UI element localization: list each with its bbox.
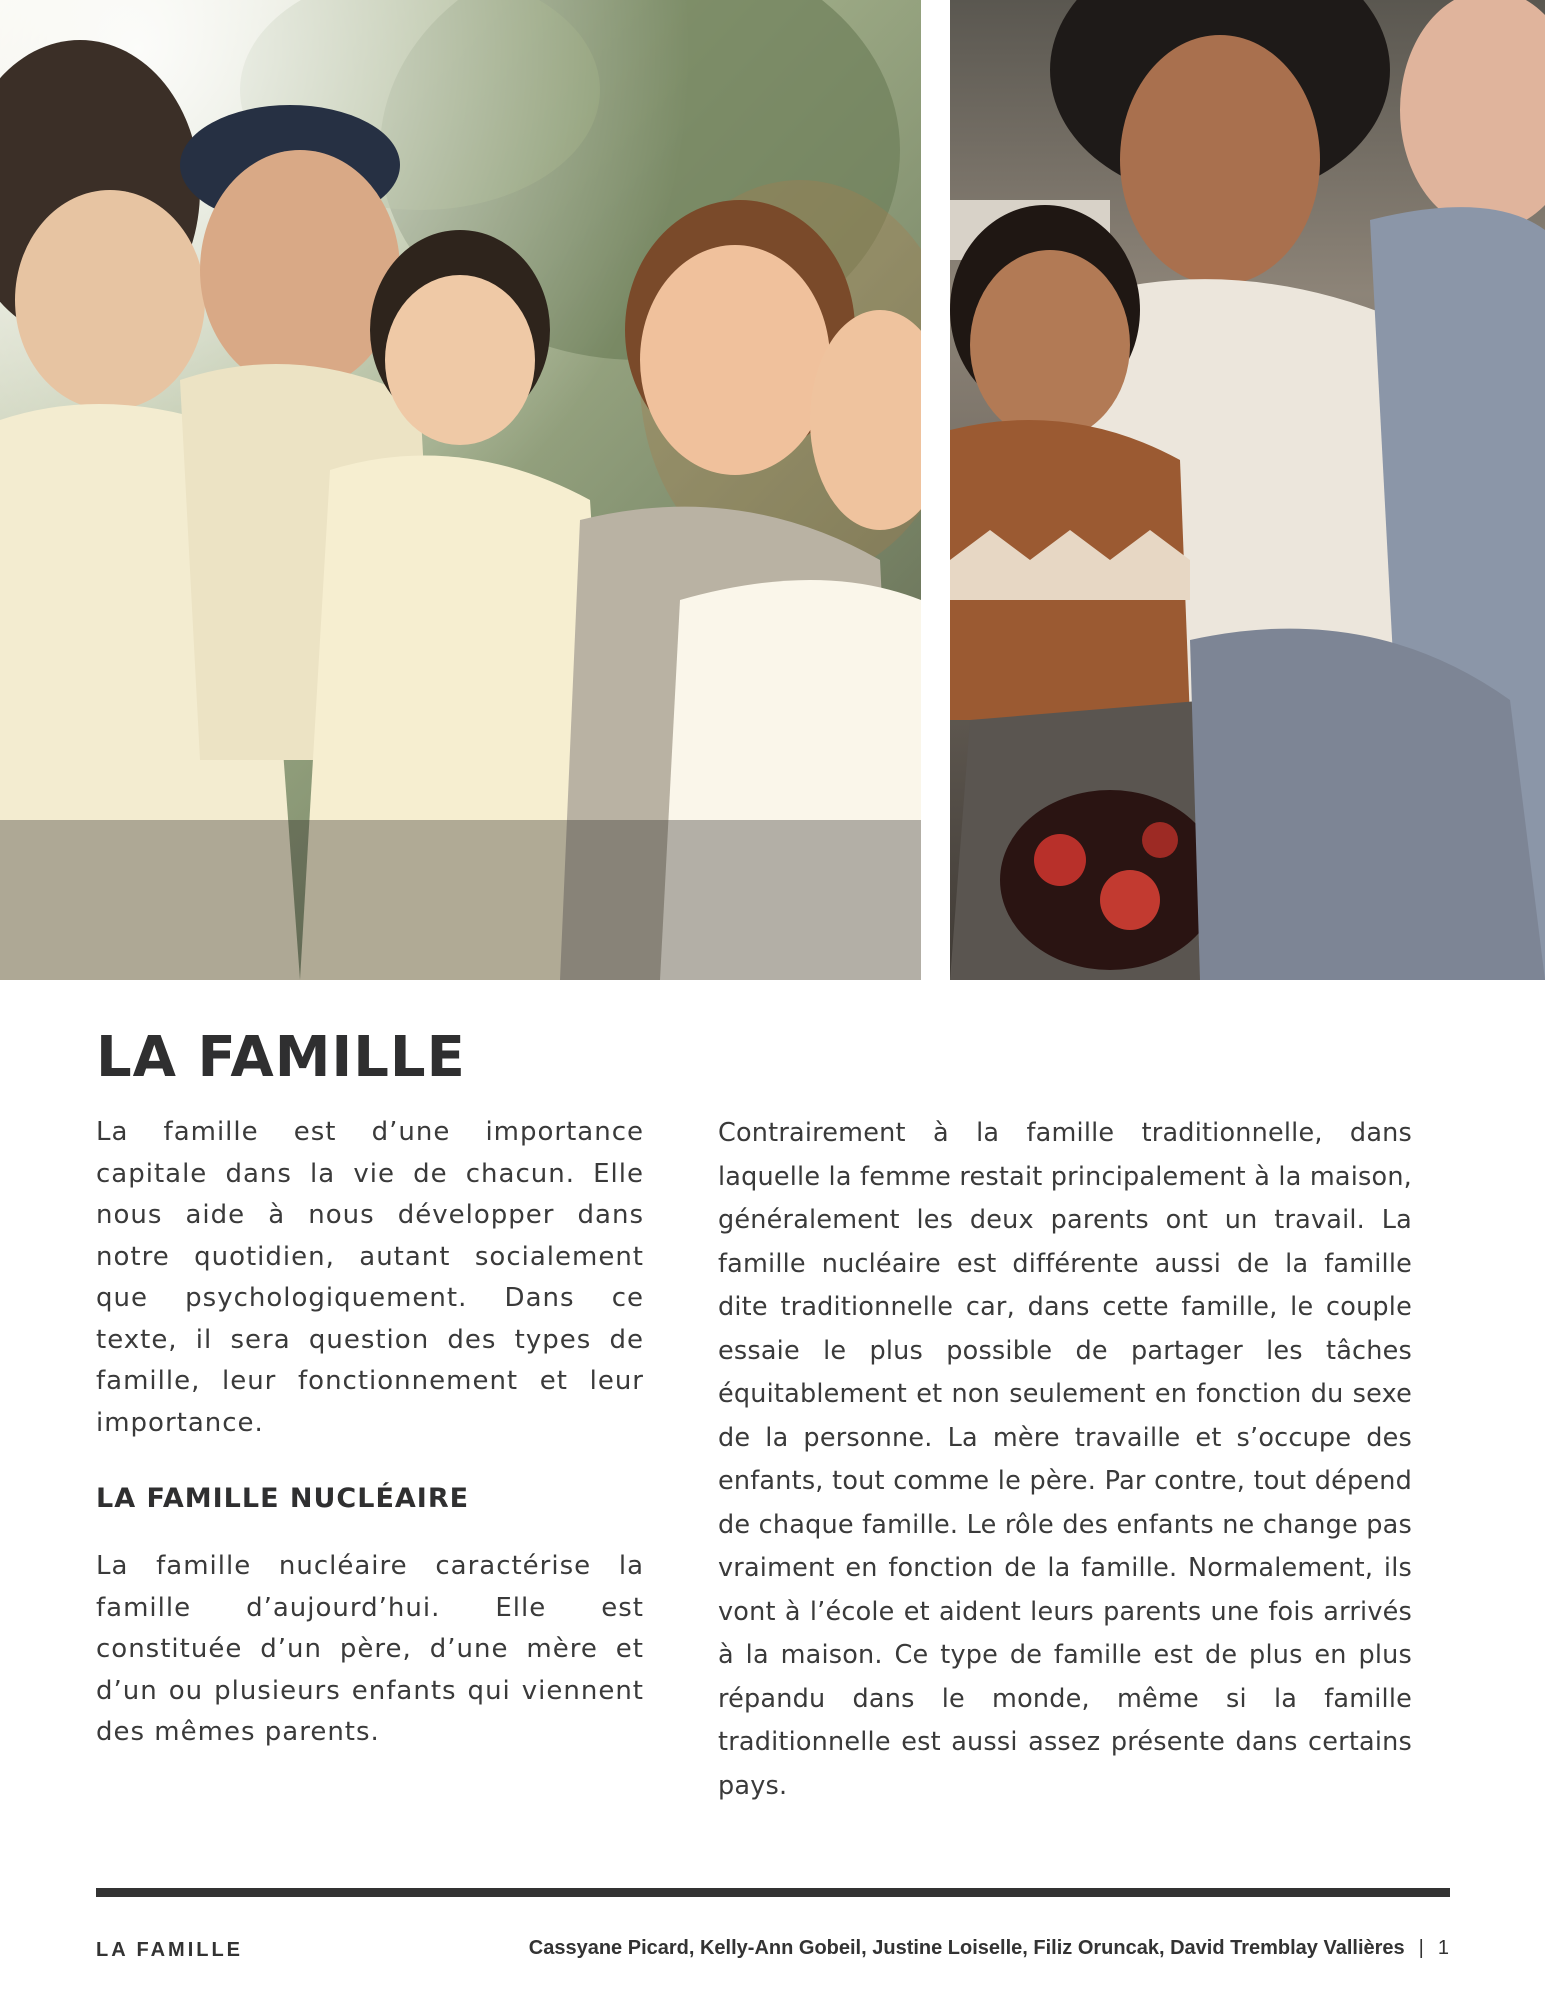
footer-section-title: LA FAMILLE xyxy=(96,1939,244,1961)
family-with-toddler-image xyxy=(950,0,1545,980)
traditional-vs-nuclear-paragraph: Contrairement à la famille traditionnelle, dans laquelle la femme restait principalement à la maison, généralement les deux parents ont un travail. La famille nucléaire est différente aussi de la famille dite traditionnelle car, dans cette famille, le couple essaie le plus possible de partager les tâches équitablement et non seulement en fonction du sexe de la personne. La mère travaille et s’occupe des enfants, tout comme le père. Par contre, tout dépend de chaque famille. Le rôle des enfants ne change pas vraiment en fonction de la famille. Normalement, ils vont à l’école et aident leurs parents une fois arrivés à la maison. Ce type de famille est de plus en plus répandu dans le monde, même si la famille traditionnelle est aussi assez présente dans certains pays. xyxy=(718,1118,1412,1801)
footer-credits xyxy=(529,1937,1449,1960)
intro-paragraph: La famille est d’une importance capitale dans la vie de chacun. Elle nous aide à nous développer dans notre quotidien, autant socialement que psychologiquement. Dans ce texte, il sera question des types de famille, leur fonctionnement et leur importance. xyxy=(96,1117,644,1438)
family-laughing-photo xyxy=(0,0,921,980)
page-number: 1 xyxy=(1437,1937,1449,1959)
footer-divider xyxy=(96,1888,1450,1897)
family-with-toddler-photo xyxy=(950,0,1545,980)
section-heading-nuclear-family: LA FAMILLE NUCLÉAIRE xyxy=(96,1483,470,1514)
footer-authors: Cassyane Picard, Kelly-Ann Gobeil, Justine Loiselle, Filiz Oruncak, David Tremblay Vallières xyxy=(528,1937,1405,1959)
nuclear-family-paragraph: La famille nucléaire caractérise la famille d’aujourd’hui. Elle est constituée d’un père, d’une mère et d’un ou plusieurs enfants qui viennent des mêmes parents. xyxy=(96,1551,644,1747)
footer-separator: | xyxy=(1418,1937,1424,1959)
page-title: LA FAMILLE xyxy=(96,1025,466,1090)
left-column xyxy=(96,1112,644,1754)
right-column xyxy=(718,1112,1412,1808)
family-laughing-outdoors-image xyxy=(0,0,921,980)
